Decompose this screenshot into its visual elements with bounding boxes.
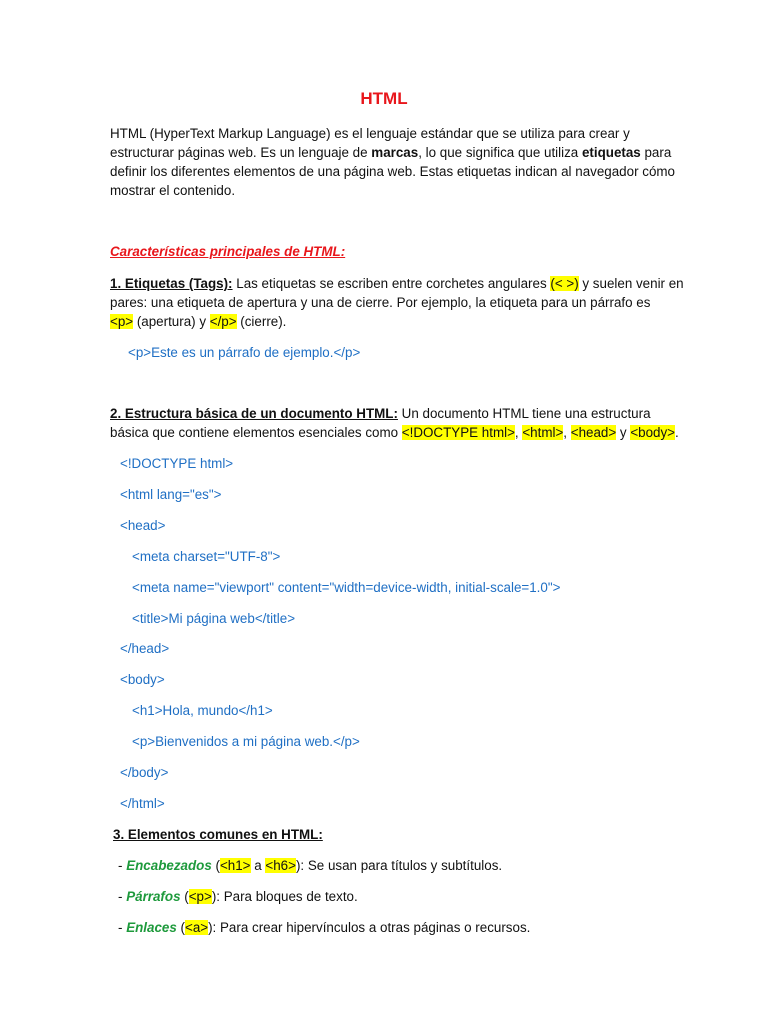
intro-line-2 <box>110 143 671 162</box>
s2-text: Un documento HTML tiene una estructura <box>397 406 651 421</box>
s2-text: básica que contiene elementos esenciales como <box>110 425 402 440</box>
highlight-h6: <h6> <box>265 858 296 873</box>
s1-text: Las etiquetas se escriben entre corchetes angulares <box>232 276 551 291</box>
highlight-h1: <h1> <box>219 858 251 873</box>
s2-highlight-head: <head> <box>570 425 617 440</box>
s2-text: y <box>616 425 631 440</box>
intro-bold-marcas: marcas <box>371 145 419 160</box>
code-line: <title>Mi página web</title> <box>132 611 296 626</box>
list-text: ( <box>180 889 189 904</box>
s2-line-2 <box>110 423 679 442</box>
s1-text: (apertura) y <box>133 314 210 329</box>
code-line: <p>Bienvenidos a mi página web.</p> <box>132 734 360 749</box>
intro-text: para <box>640 145 672 160</box>
list-item-name: Enlaces <box>126 920 177 935</box>
code-line: <meta charset="UTF-8"> <box>132 549 281 564</box>
s1-highlight-p-close: </p> <box>209 314 237 329</box>
list-dash: - <box>118 858 127 873</box>
s1-text: y suelen venir en <box>578 276 684 291</box>
s2-text: , <box>563 425 571 440</box>
list-item-headings <box>118 856 502 875</box>
list-dash: - <box>118 920 127 935</box>
intro-bold-etiquetas: etiquetas <box>581 145 641 160</box>
s2-highlight-doctype: <!DOCTYPE html> <box>401 425 515 440</box>
list-item-paragraphs <box>118 887 358 906</box>
list-text: ): Se usan para títulos y subtítulos. <box>295 858 503 873</box>
intro-line-3: definir los diferentes elementos de una página web. Estas etiquetas indican al navegador cómo <box>110 164 675 179</box>
s3-heading: 3. Elementos comunes en HTML: <box>113 827 323 842</box>
features-heading: Características principales de HTML: <box>110 244 346 259</box>
code-line: <h1>Hola, mundo</h1> <box>132 703 273 718</box>
code-line: <body> <box>120 672 165 687</box>
list-text: ( <box>176 920 185 935</box>
list-item-name: Encabezados <box>126 858 212 873</box>
code-line: </html> <box>120 796 165 811</box>
highlight-p: <p> <box>188 889 212 904</box>
s2-text: . <box>675 425 679 440</box>
list-dash: - <box>118 889 127 904</box>
s1-highlight-p-open: <p> <box>110 314 134 329</box>
list-text: a <box>250 858 266 873</box>
s1-line-2: pares: una etiqueta de apertura y una de cierre. Por ejemplo, la etiqueta para un párrafo es <box>110 295 651 310</box>
code-line: <html lang="es"> <box>120 487 222 502</box>
s2-text: , <box>514 425 523 440</box>
s1-code-example: <p>Este es un párrafo de ejemplo.</p> <box>128 345 361 360</box>
code-line: <head> <box>120 518 166 533</box>
code-line: </head> <box>120 641 170 656</box>
s1-line-1 <box>110 274 684 293</box>
intro-line-1: HTML (HyperText Markup Language) es el lenguaje estándar que se utiliza para crear y <box>110 126 630 141</box>
intro-text: , lo que significa que utiliza <box>418 145 582 160</box>
list-item-name: Párrafos <box>126 889 181 904</box>
code-line: </body> <box>120 765 169 780</box>
code-line: <!DOCTYPE html> <box>120 456 234 471</box>
list-text: ): Para bloques de texto. <box>211 889 358 904</box>
list-text: ): Para crear hipervínculos a otras páginas o recursos. <box>208 920 531 935</box>
s2-line-1 <box>110 404 651 423</box>
code-line: <meta name="viewport" content="width=device-width, initial-scale=1.0"> <box>132 580 561 595</box>
s1-highlight-brackets: (< >) <box>550 276 579 291</box>
intro-text: estructurar páginas web. Es un lenguaje de <box>110 145 372 160</box>
s2-heading: 2. Estructura básica de un documento HTML: <box>110 406 398 421</box>
s1-text: (cierre). <box>236 314 287 329</box>
s1-line-3 <box>110 312 286 331</box>
page-title: HTML <box>360 89 408 108</box>
s2-highlight-body: <body> <box>630 425 676 440</box>
list-text: ( <box>211 858 220 873</box>
list-item-links <box>118 918 530 937</box>
intro-line-4: mostrar el contenido. <box>110 183 236 198</box>
s1-heading: 1. Etiquetas (Tags): <box>110 276 233 291</box>
s2-highlight-html: <html> <box>522 425 564 440</box>
highlight-a: <a> <box>185 920 209 935</box>
